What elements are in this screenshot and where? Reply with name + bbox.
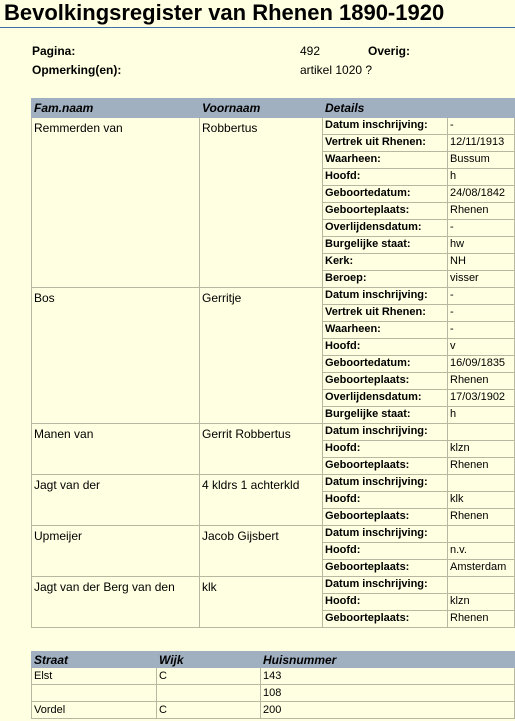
detail-label: Hoofd: — [323, 492, 448, 509]
detail-label: Vertrek uit Rhenen: — [323, 305, 448, 322]
address-wijk — [157, 685, 261, 702]
person-row — [32, 424, 515, 475]
person-voornaam: klk — [200, 577, 323, 628]
detail-label: Geboortedatum: — [323, 186, 448, 203]
detail-value: Bussum — [448, 152, 515, 169]
detail-value: 24/08/1842 — [448, 186, 515, 203]
detail-row — [323, 339, 514, 356]
detail-row — [323, 186, 514, 203]
detail-value: visser — [448, 271, 515, 288]
detail-row — [323, 288, 514, 305]
detail-row — [323, 475, 514, 492]
detail-row — [323, 373, 514, 390]
detail-row — [323, 526, 514, 543]
detail-row — [323, 424, 514, 441]
detail-value: Rhenen — [448, 203, 515, 220]
detail-label: Geboorteplaats: — [323, 203, 448, 220]
detail-label: Datum inschrijving: — [323, 526, 448, 543]
detail-row — [323, 220, 514, 237]
detail-label: Beroep: — [323, 271, 448, 288]
detail-label: Geboorteplaats: — [323, 509, 448, 526]
detail-value: 12/11/1913 — [448, 135, 515, 152]
person-famnaam: Upmeijer — [32, 526, 200, 577]
address-row — [32, 668, 515, 685]
record-meta — [32, 44, 492, 82]
page-title: Bevolkingsregister van Rhenen 1890-1920 — [0, 0, 515, 28]
detail-value: - — [448, 322, 515, 339]
header-huisnummer: Huisnummer — [261, 652, 515, 668]
detail-label: Geboorteplaats: — [323, 611, 448, 628]
details-table — [323, 526, 514, 576]
detail-value: n.v. — [448, 543, 515, 560]
detail-value: klzn — [448, 594, 515, 611]
persons-header-row — [32, 99, 515, 118]
detail-label: Datum inschrijving: — [323, 475, 448, 492]
address-straat: Elst — [32, 668, 157, 685]
person-voornaam: Robbertus — [200, 118, 323, 288]
detail-row — [323, 203, 514, 220]
details-table — [323, 424, 514, 474]
person-famnaam: Jagt van der — [32, 475, 200, 526]
header-voornaam: Voornaam — [200, 99, 323, 118]
pagina-row — [32, 44, 492, 63]
person-voornaam: Gerritje — [200, 288, 323, 424]
header-details: Details — [323, 99, 515, 118]
address-header-row — [32, 652, 515, 668]
detail-label: Kerk: — [323, 254, 448, 271]
persons-table — [31, 98, 515, 628]
detail-value — [448, 526, 515, 543]
address-wijk: C — [157, 668, 261, 685]
person-details — [323, 526, 515, 577]
opmerking-value: artikel 1020 ? — [300, 63, 373, 77]
detail-label: Overlijdensdatum: — [323, 390, 448, 407]
detail-row — [323, 594, 514, 611]
person-details — [323, 118, 515, 288]
detail-row — [323, 135, 514, 152]
detail-value: Rhenen — [448, 509, 515, 526]
detail-row — [323, 543, 514, 560]
detail-label: Hoofd: — [323, 594, 448, 611]
pagina-value: 492 — [300, 44, 321, 58]
person-row — [32, 526, 515, 577]
detail-label: Datum inschrijving: — [323, 288, 448, 305]
person-row — [32, 288, 515, 424]
detail-label: Geboorteplaats: — [323, 373, 448, 390]
detail-label: Burgelijke staat: — [323, 407, 448, 424]
detail-row — [323, 322, 514, 339]
person-details — [323, 288, 515, 424]
detail-label: Hoofd: — [323, 169, 448, 186]
detail-label: Hoofd: — [323, 543, 448, 560]
address-huisnummer: 200 — [261, 702, 515, 719]
detail-value: - — [448, 288, 515, 305]
pagina-label: Pagina: — [32, 44, 76, 58]
details-table — [323, 577, 514, 627]
person-row — [32, 118, 515, 288]
detail-row — [323, 271, 514, 288]
header-straat: Straat — [32, 652, 157, 668]
detail-row — [323, 407, 514, 424]
detail-label: Datum inschrijving: — [323, 577, 448, 594]
detail-row — [323, 509, 514, 526]
address-huisnummer: 108 — [261, 685, 515, 702]
detail-label: Waarheen: — [323, 322, 448, 339]
detail-value — [448, 424, 515, 441]
detail-value: - — [448, 220, 515, 237]
detail-value: 16/09/1835 — [448, 356, 515, 373]
detail-label: Geboorteplaats: — [323, 560, 448, 577]
person-voornaam: Gerrit Robbertus — [200, 424, 323, 475]
detail-row — [323, 458, 514, 475]
detail-value — [448, 577, 515, 594]
person-famnaam: Bos — [32, 288, 200, 424]
person-row — [32, 475, 515, 526]
details-table — [323, 475, 514, 525]
details-table — [323, 118, 514, 287]
detail-value: NH — [448, 254, 515, 271]
opmerking-row — [32, 63, 492, 82]
header-famnaam: Fam.naam — [32, 99, 200, 118]
detail-label: Hoofd: — [323, 441, 448, 458]
detail-value: - — [448, 118, 515, 135]
person-details — [323, 475, 515, 526]
address-straat — [32, 685, 157, 702]
detail-value — [448, 475, 515, 492]
detail-row — [323, 441, 514, 458]
overig-label: Overig: — [368, 44, 411, 58]
person-famnaam: Remmerden van — [32, 118, 200, 288]
detail-label: Overlijdensdatum: — [323, 220, 448, 237]
detail-value: 17/03/1902 — [448, 390, 515, 407]
details-table — [323, 288, 514, 423]
detail-label: Datum inschrijving: — [323, 424, 448, 441]
opmerking-label: Opmerking(en): — [32, 63, 122, 77]
detail-row — [323, 356, 514, 373]
address-wijk: C — [157, 702, 261, 719]
detail-row — [323, 560, 514, 577]
detail-label: Burgelijke staat: — [323, 237, 448, 254]
person-details — [323, 577, 515, 628]
address-straat: Vordel — [32, 702, 157, 719]
detail-value: Amsterdam — [448, 560, 515, 577]
detail-row — [323, 305, 514, 322]
detail-value: h — [448, 169, 515, 186]
person-details — [323, 424, 515, 475]
detail-row — [323, 492, 514, 509]
address-table — [31, 651, 515, 719]
person-voornaam: 4 kldrs 1 achterkld — [200, 475, 323, 526]
address-huisnummer: 143 — [261, 668, 515, 685]
person-row — [32, 577, 515, 628]
detail-value: Rhenen — [448, 611, 515, 628]
detail-value: v — [448, 339, 515, 356]
detail-label: Geboortedatum: — [323, 356, 448, 373]
detail-label: Datum inschrijving: — [323, 118, 448, 135]
detail-row — [323, 577, 514, 594]
detail-value: Rhenen — [448, 373, 515, 390]
detail-row — [323, 390, 514, 407]
person-famnaam: Manen van — [32, 424, 200, 475]
detail-value: klk — [448, 492, 515, 509]
detail-row — [323, 611, 514, 628]
address-row — [32, 685, 515, 702]
detail-value: - — [448, 305, 515, 322]
detail-row — [323, 152, 514, 169]
detail-label: Vertrek uit Rhenen: — [323, 135, 448, 152]
detail-label: Waarheen: — [323, 152, 448, 169]
detail-row — [323, 254, 514, 271]
detail-label: Hoofd: — [323, 339, 448, 356]
header-wijk: Wijk — [157, 652, 261, 668]
detail-row — [323, 237, 514, 254]
address-row — [32, 702, 515, 719]
detail-value: Rhenen — [448, 458, 515, 475]
detail-value: klzn — [448, 441, 515, 458]
detail-value: h — [448, 407, 515, 424]
detail-value: hw — [448, 237, 515, 254]
detail-label: Geboorteplaats: — [323, 458, 448, 475]
person-famnaam: Jagt van der Berg van den — [32, 577, 200, 628]
detail-row — [323, 118, 514, 135]
detail-row — [323, 169, 514, 186]
person-voornaam: Jacob Gijsbert — [200, 526, 323, 577]
